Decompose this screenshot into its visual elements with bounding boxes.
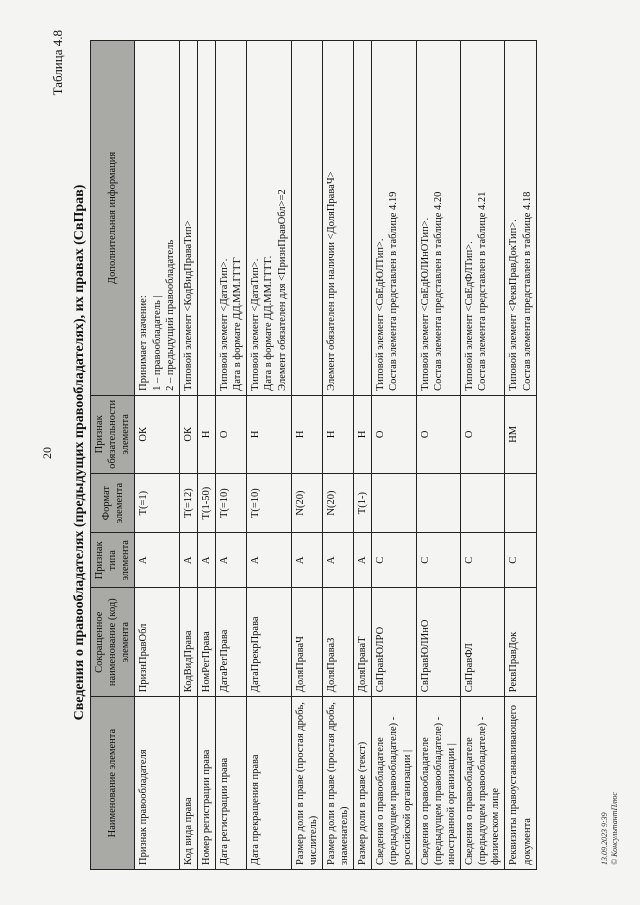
- info-line: Типовой элемент <СвЕдЮЛТип>.: [375, 238, 387, 391]
- table-row: [291, 41, 322, 870]
- document-stamp: [600, 792, 619, 865]
- header-name: Наименование элемента: [91, 697, 135, 870]
- cell-element-name: Дата прекращения права: [247, 697, 291, 870]
- cell-element-code: ПризнПравОбл: [135, 588, 179, 697]
- cell-element-required: НМ: [505, 395, 536, 473]
- info-line: Элемент обязателен для <ПризнПравОбл>=2: [276, 189, 288, 391]
- info-line: Типовой элемент <КодВидПраваТип>: [182, 220, 194, 391]
- cell-element-required: ОК: [179, 395, 197, 473]
- info-line: 1 – правообладатель |: [151, 295, 163, 391]
- cell-element-required: Н: [291, 395, 322, 473]
- cell-element-name: Сведения о правообладателе (предыдущем правообладателе) - физическом лице: [461, 697, 505, 870]
- cell-element-required: Н: [197, 395, 215, 473]
- cell-element-type: С: [505, 533, 536, 588]
- info-line: Типовой элемент <ДатаТип>.: [219, 258, 230, 391]
- cell-element-name: Номер регистрации права: [197, 697, 215, 870]
- cell-element-format: [461, 473, 505, 533]
- cell-element-format: [372, 473, 416, 533]
- cell-element-code: ДатаРегПрава: [216, 588, 247, 697]
- cell-element-code: РеквПравДок: [505, 588, 536, 697]
- cell-element-required: О: [416, 395, 460, 473]
- cell-element-format: N(20): [291, 473, 322, 533]
- cell-element-required: О: [461, 395, 505, 473]
- cell-element-format: T(1-): [354, 473, 372, 533]
- info-line: Состав элемента представлен в таблице 4.18: [521, 191, 533, 391]
- cell-element-format: T(=1): [135, 473, 179, 533]
- table-title: Сведения о правообладателях (предыдущих правообладателях), их правах (СвПрав): [72, 184, 87, 721]
- cell-element-format: [416, 473, 460, 533]
- info-line: Элемент обязателен при наличии <ДоляПраваЧ>: [325, 171, 337, 391]
- cell-element-type: А: [322, 533, 353, 588]
- cell-element-format: T(=12): [179, 473, 197, 533]
- info-line: Состав элемента представлен в таблице 4.20: [432, 191, 444, 391]
- info-line: Типовой элемент <РеквПравДокТип>.: [508, 219, 520, 391]
- cell-element-type: С: [372, 533, 416, 588]
- info-line: Дата в формате ДД.ММ.ГГГГ.: [263, 255, 275, 391]
- cell-element-required: ОК: [135, 395, 179, 473]
- table-row: [354, 41, 372, 870]
- cell-additional-info: [216, 41, 247, 396]
- info-line: Типовой элемент <СвЕдФЛТип>.: [464, 241, 475, 391]
- cell-additional-info: [416, 41, 460, 396]
- cell-additional-info: [354, 41, 372, 396]
- cell-element-type: А: [197, 533, 215, 588]
- stamp-line: 13.09.2023 9:39: [600, 812, 609, 865]
- table-row: [461, 41, 505, 870]
- table-row: [322, 41, 353, 870]
- header-format: Формат элемента: [91, 473, 135, 533]
- table-row: [372, 41, 416, 870]
- cell-element-name: Сведения о правообладателе (предыдущем правообладателе) - российской организации |: [372, 697, 416, 870]
- cell-element-code: НомРегПрава: [197, 588, 215, 697]
- cell-element-code: ДоляПраваЗ: [322, 588, 353, 697]
- cell-additional-info: [505, 41, 536, 396]
- info-line: Типовой элемент <ДатаТип>.: [250, 258, 262, 391]
- cell-element-required: Н: [322, 395, 353, 473]
- table-row: [179, 41, 197, 870]
- table-row: [505, 41, 536, 870]
- cell-element-type: А: [135, 533, 179, 588]
- cell-additional-info: [322, 41, 353, 396]
- cell-element-code: СвПравЮЛИнО: [416, 588, 460, 697]
- header-required: Признак обязательности элемента: [91, 395, 135, 473]
- info-line: Состав элемента представлен в таблице 4.19: [388, 191, 400, 391]
- cell-element-type: А: [291, 533, 322, 588]
- cell-element-format: T(1-50): [197, 473, 215, 533]
- cell-element-code: ДатаПрекрПрава: [247, 588, 291, 697]
- cell-element-required: О: [216, 395, 247, 473]
- cell-element-format: T(=10): [247, 473, 291, 533]
- cell-additional-info: [197, 41, 215, 396]
- cell-element-type: С: [461, 533, 505, 588]
- cell-element-name: Размер доли в праве (текст): [354, 697, 372, 870]
- table-row: [135, 41, 179, 870]
- cell-element-name: Дата регистрации права: [216, 697, 247, 870]
- cell-element-name: Код вида права: [179, 697, 197, 870]
- cell-additional-info: [135, 41, 179, 396]
- cell-element-required: Н: [354, 395, 372, 473]
- table-row: [416, 41, 460, 870]
- cell-additional-info: [461, 41, 505, 396]
- header-code: Сокращенное наименование (код) элемента: [91, 588, 135, 697]
- info-line: Принимает значение:: [138, 295, 150, 391]
- cell-element-code: ДоляПраваТ: [354, 588, 372, 697]
- cell-element-code: КодВидПрава: [179, 588, 197, 697]
- cell-additional-info: [372, 41, 416, 396]
- cell-additional-info: [247, 41, 291, 396]
- elements-table: [90, 40, 537, 870]
- cell-element-type: С: [416, 533, 460, 588]
- info-line: 2 – предыдущий правообладатель: [164, 239, 176, 391]
- cell-element-format: T(=10): [216, 473, 247, 533]
- cell-element-required: О: [372, 395, 416, 473]
- cell-element-code: СвПравЮЛРО: [372, 588, 416, 697]
- table-row: [247, 41, 291, 870]
- cell-element-type: А: [216, 533, 247, 588]
- table-row: [197, 41, 215, 870]
- cell-element-name: Сведения о правообладателе (предыдущем правообладателе) - иностранной организации |: [416, 697, 460, 870]
- cell-element-name: Признак правообладателя: [135, 697, 179, 870]
- info-line: Состав элемента представлен в таблице 4.21: [477, 191, 489, 391]
- page-number: 20: [40, 447, 54, 459]
- info-line: Типовой элемент <СвЕдЮЛИнОТип>.: [419, 217, 431, 391]
- cell-element-type: А: [247, 533, 291, 588]
- table-label: Таблица 4.8: [50, 30, 65, 96]
- cell-element-required: Н: [247, 395, 291, 473]
- cell-additional-info: [179, 41, 197, 396]
- cell-element-format: N(20): [322, 473, 353, 533]
- header-type: Признак типа элемента: [91, 533, 135, 588]
- info-line: Дата в формате ДД.ММ.ГГГГ: [232, 257, 244, 391]
- cell-element-name: Реквизиты правоустанавливающего документа: [505, 697, 536, 870]
- cell-element-code: ДоляПраваЧ: [291, 588, 322, 697]
- table-row: [216, 41, 247, 870]
- stamp-line: © КонсультантПлюс: [609, 792, 619, 865]
- header-row: [91, 41, 135, 870]
- cell-element-type: А: [179, 533, 197, 588]
- cell-element-name: Размер доли в праве (простая дробь, числитель): [291, 697, 322, 870]
- cell-additional-info: [291, 41, 322, 396]
- header-info: Дополнительная информация: [91, 41, 135, 396]
- cell-element-type: А: [354, 533, 372, 588]
- cell-element-format: [505, 473, 536, 533]
- cell-element-code: СвПравФЛ: [461, 588, 505, 697]
- cell-element-name: Размер доли в праве (простая дробь, знаменатель): [322, 697, 353, 870]
